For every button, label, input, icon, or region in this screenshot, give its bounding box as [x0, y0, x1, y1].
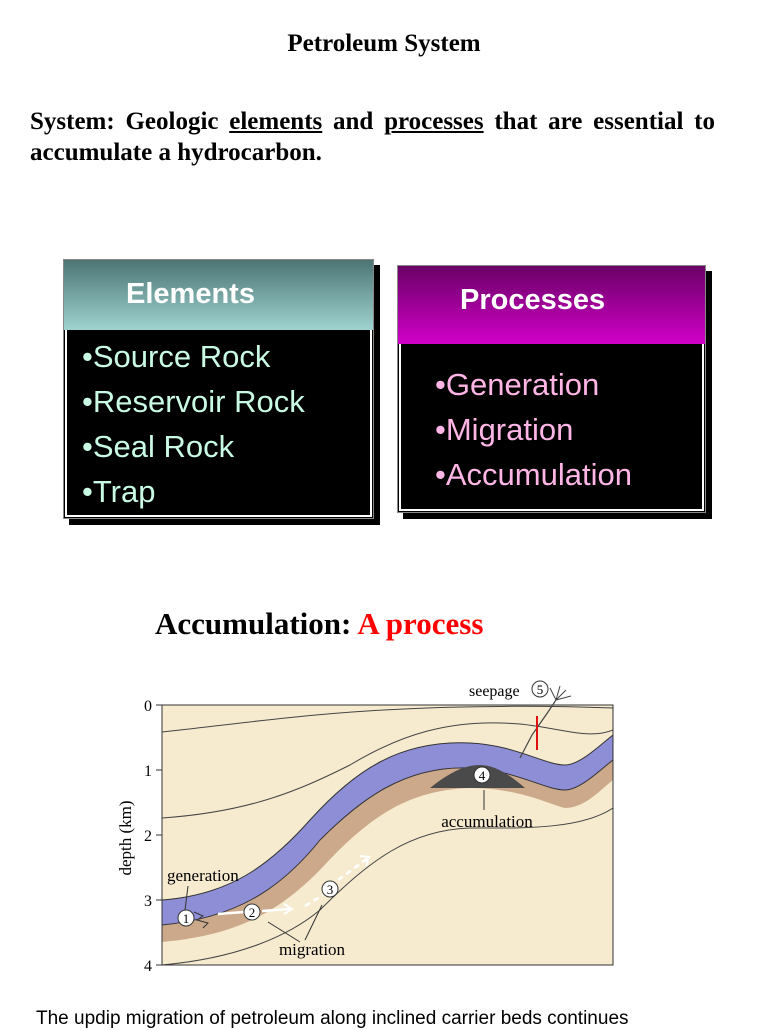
y-axis — [116, 698, 162, 975]
y-tick-label: 2 — [144, 828, 152, 845]
marker-1-label: 1 — [182, 911, 190, 926]
y-tick-label: 4 — [144, 958, 152, 975]
diagram-cross-section — [162, 705, 613, 965]
definition-processes-word: processes — [384, 108, 484, 135]
definition-elements-word: elements — [229, 108, 323, 135]
definition-suffix: that are essential to accumulate a hydrocarbon. — [30, 108, 715, 166]
caption-text: The updip migration of petroleum along inclined carrier beds continues — [36, 1008, 629, 1029]
page-title: Petroleum System — [287, 30, 481, 57]
element-item: •Source Rock — [82, 339, 271, 374]
generation-label: generation — [167, 866, 239, 885]
process-item: •Migration — [435, 412, 574, 447]
definition-and-word: and — [322, 108, 385, 135]
definition-prefix: System: Geologic — [30, 108, 230, 135]
marker-5-label: 5 — [536, 682, 544, 697]
y-tick-label: 1 — [144, 763, 152, 780]
migration-label: migration — [278, 940, 346, 959]
accumulation-label: accumulation — [441, 812, 533, 831]
seepage-label: seepage — [469, 683, 520, 700]
process-item: •Accumulation — [435, 457, 632, 492]
elements-heading: Elements — [126, 278, 255, 310]
accumulation-heading-prefix: Accumulation: — [155, 606, 358, 641]
y-tick-label: 0 — [144, 698, 152, 715]
y-tick-label: 3 — [144, 893, 152, 910]
marker-3-label: 3 — [326, 882, 334, 897]
seepage-icon — [550, 686, 571, 700]
element-item: •Seal Rock — [82, 429, 235, 464]
marker-2-label: 2 — [248, 905, 256, 920]
element-item: •Trap — [82, 474, 156, 509]
process-item: •Generation — [435, 367, 600, 402]
marker-4-label: 4 — [478, 768, 486, 783]
y-axis-label: depth (km) — [116, 800, 135, 876]
element-item: •Reservoir Rock — [82, 384, 305, 419]
processes-heading: Processes — [460, 284, 606, 316]
accumulation-heading-highlight: A process — [357, 606, 484, 641]
